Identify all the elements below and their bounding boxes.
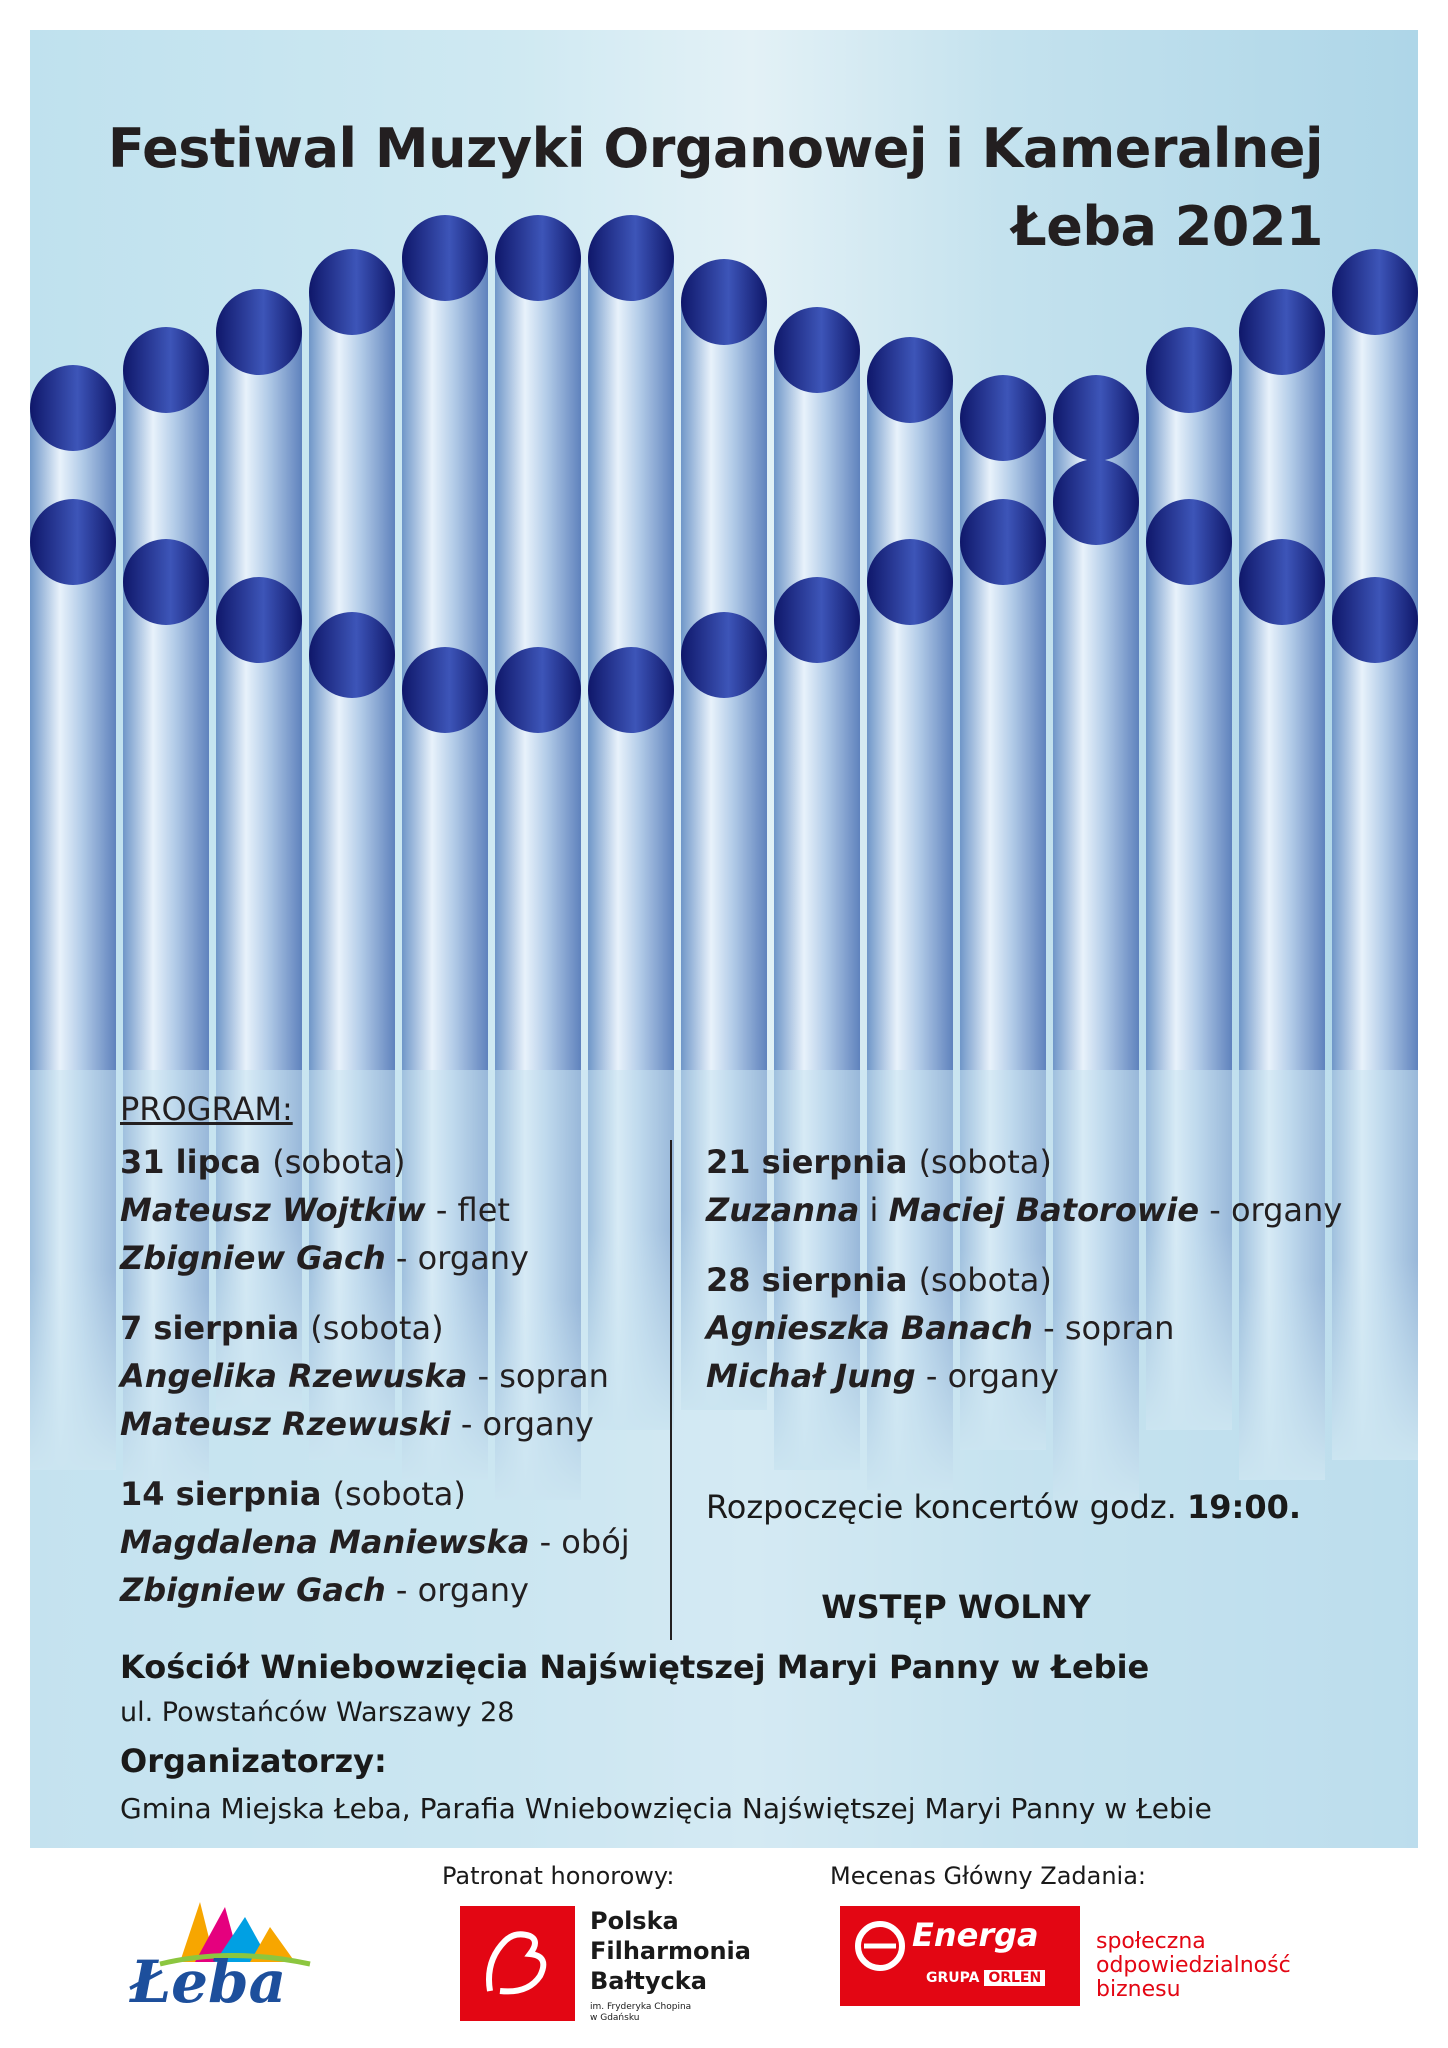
pipe-circle	[1332, 249, 1418, 335]
pipe-circle	[123, 539, 209, 625]
energa-grupa: GRUPA	[926, 1970, 980, 1986]
pipe-circle	[309, 612, 395, 698]
performer-line	[706, 1186, 1346, 1234]
performer-name: Maciej Batorowie	[888, 1191, 1200, 1229]
free-entry: WSTĘP WOLNY	[821, 1588, 1091, 1626]
performer-name: Magdalena Maniewska	[120, 1523, 530, 1561]
csr-text	[1096, 1930, 1291, 2002]
performer-role: - organy	[395, 1571, 529, 1609]
performer-line	[120, 1518, 680, 1566]
date-text: 14 sierpnia	[120, 1475, 322, 1513]
performer-name: Mateusz Wojtkiw	[120, 1191, 426, 1229]
concert-july-31	[120, 1138, 680, 1282]
performer-role: - sopran	[1043, 1309, 1175, 1347]
performer-name: Michał Jung	[706, 1357, 916, 1395]
program-heading: PROGRAM:	[120, 1090, 293, 1128]
pfb-subtitle	[590, 2002, 691, 2024]
column-divider	[670, 1140, 672, 1640]
performer-line	[120, 1566, 680, 1614]
date-text: 31 lipca	[120, 1143, 262, 1181]
title-line-1: Festiwal Muzyki Organowej i Kameralnej	[107, 117, 1323, 180]
performer-role: - sopran	[477, 1357, 609, 1395]
venue-church: Kościół Wniebowzięcia Najświętszej Maryi Panny w Łebie	[120, 1648, 1150, 1686]
weekday: (sobota)	[918, 1143, 1052, 1181]
concert-date	[120, 1304, 680, 1352]
pfb-logo	[460, 1906, 575, 2021]
date-text: 28 sierpnia	[706, 1261, 908, 1299]
festival-title	[108, 110, 1323, 266]
pfb-name	[590, 1906, 751, 1996]
csr-line: społeczna	[1096, 1929, 1206, 1954]
pipe-circle	[1053, 375, 1139, 461]
performer-name: Zbigniew Gach	[120, 1239, 386, 1277]
start-text: Rozpoczęcie koncertów godz.	[706, 1488, 1177, 1526]
performer-name: Zuzanna	[706, 1191, 860, 1229]
concert-august-7	[120, 1304, 680, 1448]
pipe-circle	[495, 647, 581, 733]
pipe-circle	[1239, 289, 1325, 375]
date-text: 21 sierpnia	[706, 1143, 908, 1181]
pfb-logo-mark	[460, 1906, 575, 2021]
pipe-circle	[30, 365, 116, 451]
pipe-circle	[1146, 327, 1232, 413]
weekday: (sobota)	[310, 1309, 444, 1347]
concert-date	[120, 1470, 680, 1518]
pipe-circle	[30, 499, 116, 585]
performer-name: Mateusz Rzewuski	[120, 1405, 451, 1443]
performer-role: - obój	[539, 1523, 630, 1561]
venue-address: ul. Powstańców Warszawy 28	[120, 1697, 515, 1728]
weekday: (sobota)	[918, 1261, 1052, 1299]
performer-name: Agnieszka Banach	[706, 1309, 1033, 1347]
concert-date	[706, 1256, 1346, 1304]
concert-august-14	[120, 1470, 680, 1614]
organizers-heading: Organizatorzy:	[120, 1742, 387, 1780]
pfb-line: Bałtycka	[590, 1967, 707, 1995]
pipe-circle	[1332, 577, 1418, 663]
energa-swirl-icon	[854, 1920, 906, 1972]
performer-line	[120, 1400, 680, 1448]
performer-role: - organy	[925, 1357, 1059, 1395]
pipe-circle	[402, 647, 488, 733]
pfb-sub-line: w Gdańsku	[590, 2013, 640, 2023]
concert-start-time	[706, 1488, 1301, 1526]
concert-date	[706, 1138, 1346, 1186]
weekday: (sobota)	[332, 1475, 466, 1513]
leba-logo-text: Łeba	[130, 1948, 287, 2016]
performer-line	[120, 1186, 680, 1234]
energa-group	[926, 1970, 1045, 1986]
pipe-circle	[1053, 459, 1139, 545]
pfb-line: Polska	[590, 1907, 679, 1935]
title-line-2: Łeba 2021	[1012, 195, 1323, 258]
performer-name: Zbigniew Gach	[120, 1571, 386, 1609]
performer-role: - flet	[435, 1191, 510, 1229]
pipe-circle	[1239, 539, 1325, 625]
csr-line: odpowiedzialność	[1096, 1953, 1291, 1978]
performer-role: - organy	[395, 1239, 529, 1277]
performer-line	[120, 1234, 680, 1282]
performer-name: Angelika Rzewuska	[120, 1357, 468, 1395]
concert-august-21	[706, 1138, 1346, 1234]
performer-role: - organy	[1209, 1191, 1343, 1229]
date-text: 7 sierpnia	[120, 1309, 300, 1347]
program-column-left	[120, 1138, 680, 1636]
energa-logo	[840, 1906, 1080, 2006]
pipe-circle	[867, 539, 953, 625]
pipe-circle	[867, 337, 953, 423]
pipe-circle	[960, 375, 1046, 461]
start-time: 19:00.	[1186, 1488, 1301, 1526]
weekday: (sobota)	[272, 1143, 406, 1181]
performer-connector: i	[869, 1191, 879, 1229]
energa-wordmark: Energa	[912, 1916, 1039, 1954]
pipe-circle	[1146, 499, 1232, 585]
csr-line: biznesu	[1096, 1977, 1181, 2002]
organizers-list: Gmina Miejska Łeba, Parafia Wniebowzięcia Najświętszej Maryi Panny w Łebie	[120, 1792, 1212, 1825]
pipe-circle	[774, 307, 860, 393]
pfb-sub-line: im. Fryderyka Chopina	[590, 2002, 692, 2012]
performer-line	[706, 1304, 1346, 1352]
pfb-line: Filharmonia	[590, 1937, 751, 1965]
performer-line	[706, 1352, 1346, 1400]
pipe-circle	[681, 612, 767, 698]
pipe-circle	[216, 289, 302, 375]
pipe-circle	[681, 259, 767, 345]
pipe-circle	[774, 577, 860, 663]
energa-orlen: ORLEN	[984, 1970, 1045, 1986]
mecenas-label: Mecenas Główny Zadania:	[830, 1862, 1147, 1890]
performer-role: - organy	[460, 1405, 594, 1443]
leba-logo	[120, 1892, 350, 2016]
program-column-right	[706, 1138, 1346, 1422]
concert-date	[120, 1138, 680, 1186]
pipe-circle	[216, 577, 302, 663]
pipe-circle	[960, 499, 1046, 585]
poster	[30, 30, 1418, 2023]
patronat-label: Patronat honorowy:	[442, 1862, 675, 1890]
pipe-circle	[588, 647, 674, 733]
concert-august-28	[706, 1256, 1346, 1400]
performer-line	[120, 1352, 680, 1400]
pipe-circle	[123, 327, 209, 413]
